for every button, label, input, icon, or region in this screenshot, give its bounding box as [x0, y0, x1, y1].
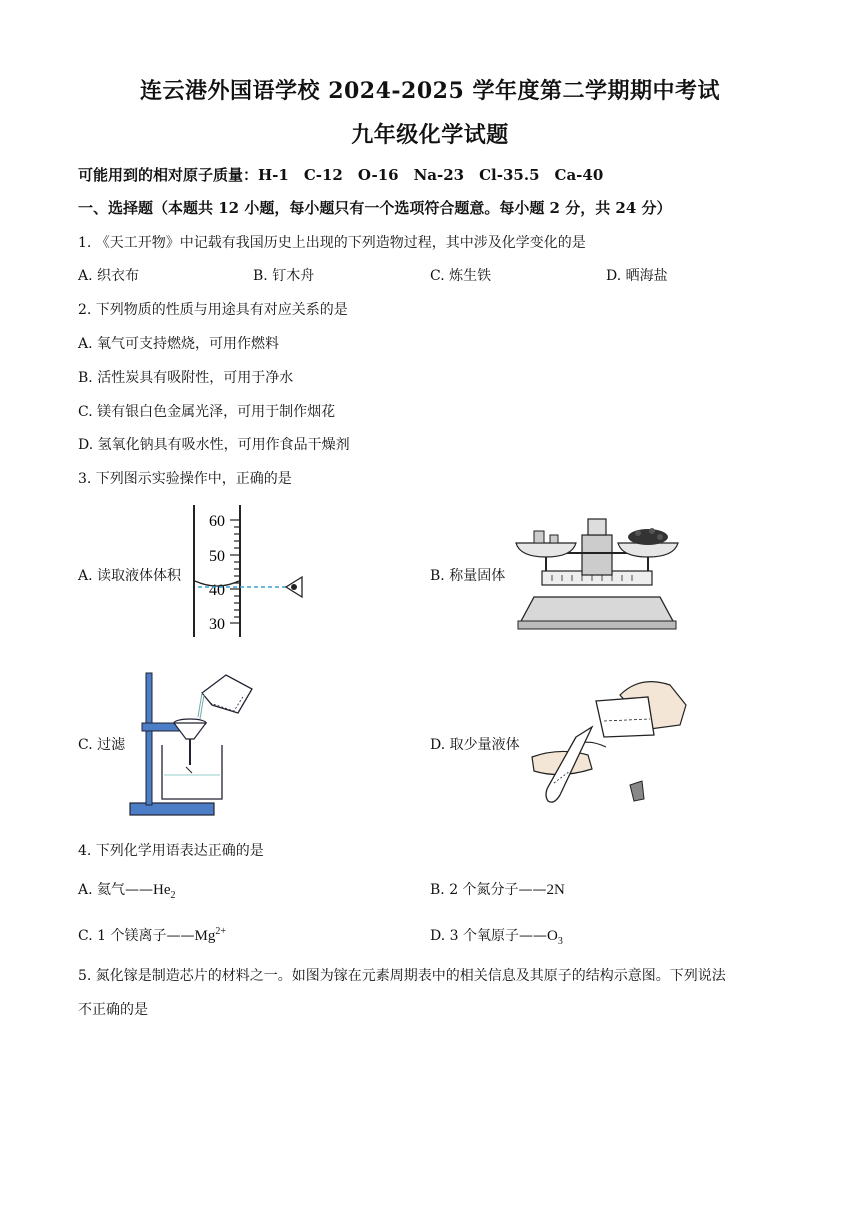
q3-option-a: A. 读取液体体积 [78, 568, 182, 584]
q2-option-b: B. 活性炭具有吸附性，可用于净水 [78, 370, 294, 386]
q1-option-a: A. 织衣布 [78, 268, 140, 284]
tick-40: 40 [209, 582, 225, 599]
q1-option-d: D. 晒海盐 [606, 268, 668, 284]
magnesium-ion-formula: $Mg^{2+}$ [194, 926, 226, 944]
q4-option-b: B. 2 个氮分子——2N [430, 882, 565, 898]
tick-50: 50 [209, 548, 225, 565]
q5-stem-line1: 5. 氮化镓是制造芯片的材料之一。如图为镓在元素周期表中的相关信息及其原子的结构示意图。下列说法 [78, 968, 726, 984]
oxygen-formula: $O_3$ [546, 928, 563, 947]
atomic-masses: 可能用到的相对原子质量：H-1 C-12 O-16 Na-23 Cl-35.5 Ca-40 [78, 166, 604, 184]
helium-formula: $He_2$ [153, 882, 176, 901]
exam-title: 连云港外国语学校 2024-2025 学年度第二学期期中考试 [140, 78, 720, 104]
q4-option-a: A. 氦气$——He_2$ [78, 882, 176, 901]
graduated-cylinder-figure [190, 505, 320, 640]
q1-option-c: C. 炼生铁 [430, 268, 492, 284]
q1-stem: 1. 《天工开物》中记载有我国历史上出现的下列造物过程，其中涉及化学变化的是 [78, 235, 586, 251]
nitrogen-formula: 2N [546, 882, 565, 898]
q3-option-c: C. 过滤 [78, 737, 126, 753]
tick-60: 60 [209, 513, 225, 530]
section-heading: 一、选择题（本题共 12 小题，每小题只有一个选项符合题意。每小题 2 分，共 24 分） [78, 199, 672, 217]
q2-option-c: C. 镁有银白色金属光泽，可用于制作烟花 [78, 404, 336, 420]
q2-option-d: D. 氢氧化钠具有吸水性，可用作食品干燥剂 [78, 437, 350, 453]
q3-option-b: B. 称量固体 [430, 568, 506, 584]
q4-option-c: C. 1 个镁离子$——Mg^{2+}$ [78, 926, 226, 944]
q3-stem: 3. 下列图示实验操作中，正确的是 [78, 471, 292, 487]
q3-option-d: D. 取少量液体 [430, 737, 520, 753]
q2-stem: 2. 下列物质的性质与用途具有对应关系的是 [78, 302, 348, 318]
q5-stem-line2: 不正确的是 [78, 1002, 148, 1018]
q1-option-b: B. 钉木舟 [253, 268, 315, 284]
exam-subtitle: 九年级化学试题 [351, 122, 509, 148]
liquid-transfer-figure [530, 675, 690, 815]
filtration-figure [128, 665, 258, 820]
q4-option-d: D. 3 个氧原子$——O_3$ [430, 928, 563, 947]
q2-option-a: A. 氧气可支持燃烧，可用作燃料 [78, 336, 280, 352]
tick-30: 30 [209, 616, 225, 633]
q4-stem: 4. 下列化学用语表达正确的是 [78, 843, 264, 859]
balance-figure [512, 515, 682, 633]
